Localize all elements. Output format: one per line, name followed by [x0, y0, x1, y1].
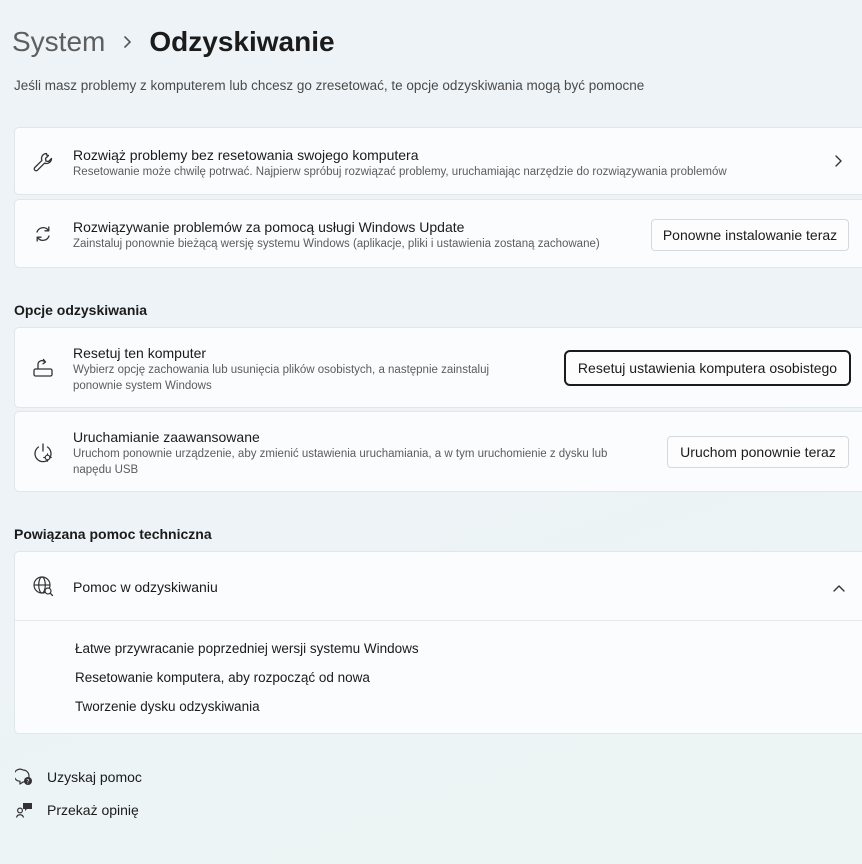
reset-pc-desc-line1: Wybierz opcję zachowania lub usunięcia plików osobistych, a następnie zainstaluj: [73, 364, 490, 376]
windows-update-title: Rozwiązywanie problemów za pomocą usługi Windows Update: [73, 219, 465, 235]
feedback-icon: [14, 800, 34, 820]
reinstall-now-button[interactable]: Ponowne instalowanie teraz: [651, 219, 849, 251]
advanced-startup-desc-line2: napędu USB: [73, 464, 139, 476]
help-chat-icon: [14, 767, 34, 787]
recovery-help-expander: [14, 551, 862, 734]
troubleshoot-title: Rozwiąż problemy bez resetowania swojego komputera: [73, 147, 419, 163]
troubleshoot-card[interactable]: [14, 127, 862, 195]
page-title: Odzyskiwanie: [149, 26, 335, 57]
recovery-help-title: Pomoc w odzyskiwaniu: [73, 579, 218, 595]
feedback-label: Przekaż opinię: [47, 802, 139, 818]
help-link-recovery-drive[interactable]: Tworzenie dysku odzyskiwania: [75, 699, 260, 714]
reset-pc-title: Resetuj ten komputer: [73, 345, 207, 361]
wrench-icon: [31, 150, 55, 174]
breadcrumb-system[interactable]: System: [12, 26, 106, 57]
breadcrumb: [12, 22, 335, 62]
restart-now-button[interactable]: Uruchom ponownie teraz: [667, 436, 849, 468]
advanced-startup-desc-line1: Uruchom ponownie urządzenie, aby zmienić ustawienia uruchamiania, a w tym uruchomienie z dysku lub: [73, 448, 608, 460]
troubleshoot-desc: Resetowanie może chwilę potrwać. Najpierw spróbuj rozwiązać problemy, uruchamiając narzędzie do rozwiązywania problemów: [73, 166, 727, 178]
chevron-right-icon: [833, 154, 843, 173]
related-help-heading: Powiązana pomoc techniczna: [14, 526, 212, 542]
get-help-link[interactable]: [14, 767, 142, 787]
chevron-up-icon[interactable]: [832, 580, 846, 598]
advanced-startup-card: [14, 411, 862, 492]
reset-pc-desc-line2: ponownie system Windows: [73, 380, 212, 392]
help-link-rollback[interactable]: Łatwe przywracanie poprzedniej wersji systemu Windows: [75, 641, 419, 656]
get-help-label: Uzyskaj pomoc: [47, 769, 142, 785]
help-link-reset-pc[interactable]: Resetowanie komputera, aby rozpocząć od nowa: [75, 670, 370, 685]
sync-icon: [31, 222, 55, 246]
chevron-right-icon: [105, 35, 149, 49]
recovery-help-header[interactable]: [15, 552, 862, 620]
recovery-options-heading: Opcje odzyskiwania: [14, 302, 148, 318]
windows-update-desc: Zainstaluj ponownie bieżącą wersję systemu Windows (aplikacje, pliki i ustawienia zostaną zachowane): [73, 238, 600, 250]
windows-update-card: [14, 199, 862, 268]
svg-text:?: ?: [26, 778, 30, 786]
advanced-startup-icon: [31, 441, 55, 465]
reset-pc-icon: [31, 356, 55, 380]
feedback-link[interactable]: [14, 800, 139, 820]
reset-pc-button[interactable]: Resetuj ustawienia komputera osobistego: [564, 350, 851, 386]
expander-divider: [15, 620, 862, 621]
page-subtitle: Jeśli masz problemy z komputerem lub chcesz go zresetować, te opcje odzyskiwania mogą być pomocne: [14, 78, 645, 93]
advanced-startup-title: Uruchamianie zaawansowane: [73, 429, 260, 445]
reset-pc-card: [14, 327, 862, 408]
globe-search-icon: [31, 574, 55, 598]
